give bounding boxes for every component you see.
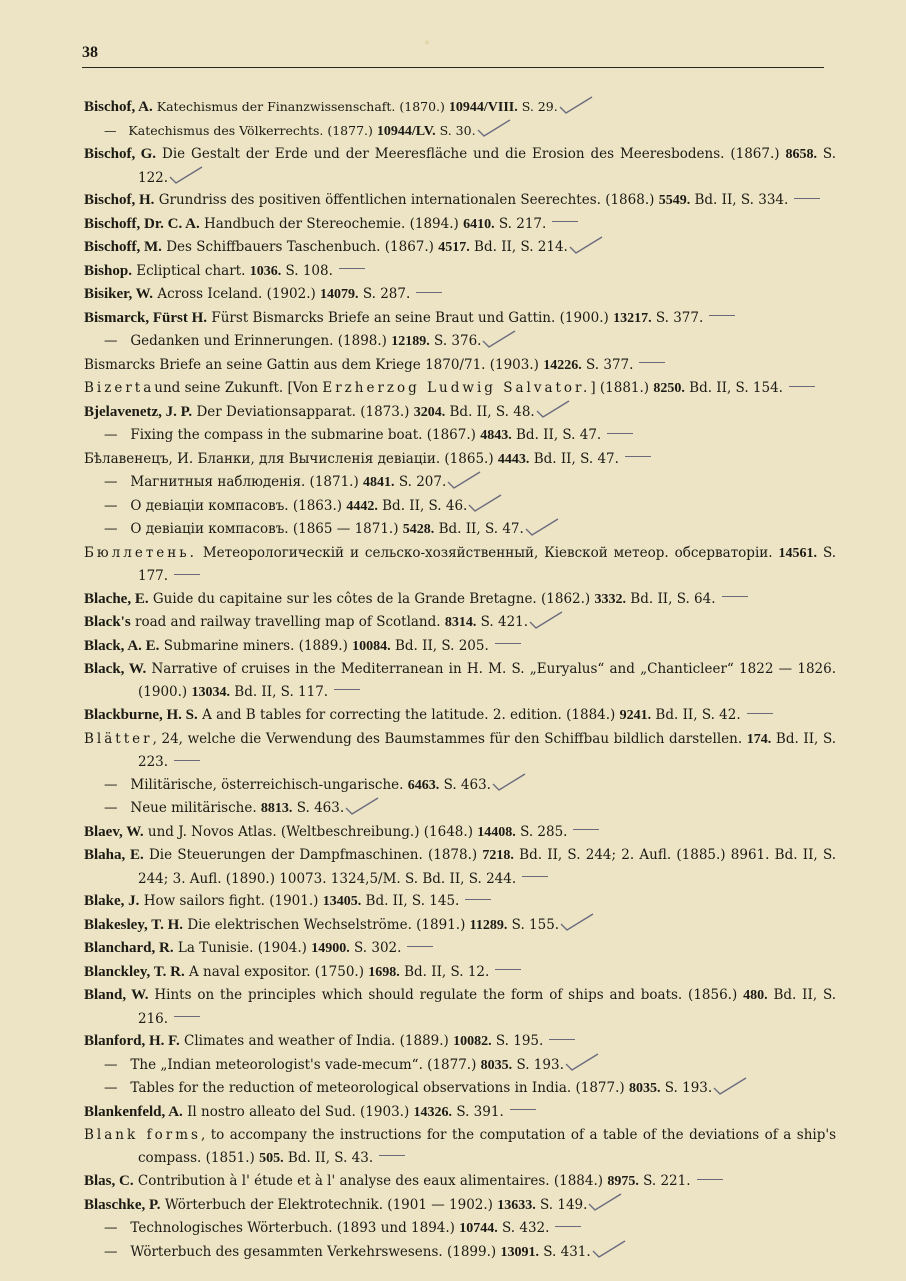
entry-page-ref: Bd. II, S. 334. — [694, 192, 789, 208]
page-number: 38 — [82, 44, 98, 61]
entry-shelf-number: 8658. — [785, 147, 817, 162]
entry-author: Bischof, H. — [84, 192, 155, 208]
entry-shelf-number: 5549. — [658, 193, 691, 208]
entry-author: Blake, J. — [84, 893, 140, 909]
catalog-entry — [84, 728, 836, 774]
checkmark-icon — [559, 918, 593, 932]
entry-title: Метеорологическій и сельско-хозяйственный, Кіевской метеор. обсерваторіи. — [202, 544, 773, 561]
dash-mark-icon — [516, 872, 550, 886]
entry-author: Bischof, G. — [84, 146, 157, 162]
entry-shelf-number: 10944/VIII. — [448, 100, 518, 115]
ditto-dash: — — [104, 521, 131, 537]
entry-shelf-number: 8314. — [444, 615, 477, 630]
entry-shelf-number: 13633. — [497, 1197, 536, 1213]
entry-shelf-number: 10084. — [352, 638, 391, 654]
dash-mark-icon — [489, 639, 523, 653]
catalog-subentry — [84, 424, 836, 448]
dash-mark-icon — [716, 592, 750, 606]
entry-author: Blaev, W. — [84, 823, 144, 840]
entry-page-ref: S. 431. — [543, 1243, 591, 1260]
dash-mark-icon — [459, 895, 493, 909]
entry-author: Blakesley, T. H. — [84, 916, 184, 933]
entry-title-rest: ] (1881.) — [590, 380, 650, 396]
entry-title: Technologisches Wörterbuch. (1893 und 1894.) — [130, 1220, 455, 1236]
entry-page-ref: Bd. II, S. 64. — [630, 590, 716, 607]
entry-page-ref: S. 193. — [516, 1056, 564, 1073]
entry-shelf-number: 4517. — [438, 240, 470, 255]
entry-title: Die Gestalt der Erde und der Meeresfläche und die Erosion des Meeresbodens. (1867.) — [162, 146, 780, 162]
entry-author: Bland, W. — [84, 987, 149, 1003]
entry-shelf-number: 6410. — [463, 216, 495, 232]
entry-title: Il nostro alleato del Sud. (1903.) — [187, 1103, 410, 1120]
catalog-entry — [84, 844, 836, 890]
entry-shelf-number: 10744. — [459, 1221, 498, 1236]
catalog-entry — [84, 1170, 836, 1194]
entry-shelf-number: 7218. — [482, 848, 514, 863]
dash-mark-icon — [373, 1151, 407, 1165]
checkmark-icon — [168, 171, 202, 185]
entry-page-ref: S. 217. — [498, 215, 547, 232]
entry-page-ref: Bd. II, S. 46. — [382, 497, 468, 514]
catalog-entry — [84, 890, 836, 914]
entry-page-ref: S. 377. — [586, 356, 634, 373]
entry-page-ref: S. 432. — [502, 1220, 550, 1236]
ditto-dash: — — [104, 800, 131, 816]
entry-page-ref: S. 285. — [520, 823, 568, 840]
entry-page-ref: Bd. II, S. 47. — [438, 521, 524, 537]
dash-mark-icon — [788, 194, 822, 208]
entry-page-ref: S. 30. — [439, 122, 476, 138]
entry-page-ref: S. 108. — [285, 262, 333, 279]
catalog-entry — [84, 260, 836, 284]
catalog-entry — [84, 1101, 836, 1125]
catalog-entry — [84, 984, 836, 1030]
catalog-entry — [84, 401, 836, 425]
entry-page-ref: Bd. II, S. 223. — [138, 730, 837, 770]
catalog-subentry — [84, 518, 836, 542]
entry-shelf-number: 8035. — [628, 1081, 661, 1096]
entry-shelf-number: 14408. — [477, 824, 516, 840]
entry-title: Des Schiffbauers Taschenbuch. (1867.) — [166, 239, 434, 255]
ink-spot: ◦ — [424, 38, 430, 49]
catalog-entry — [84, 821, 836, 845]
entry-author: Blackburne, H. S. — [84, 707, 198, 723]
entry-page-ref: Bd. II, S. 12. — [404, 963, 490, 980]
entry-shelf-number: 4843. — [480, 428, 512, 443]
checkmark-icon — [524, 523, 558, 537]
catalog-entry — [84, 354, 836, 378]
entry-author: Bischoff, M. — [84, 239, 162, 255]
ditto-dash: — — [104, 474, 131, 490]
entry-page-ref: S. 377. — [655, 309, 704, 326]
entry-author: Blanford, H. F. — [84, 1033, 180, 1049]
entry-title: Der Deviationsapparat. (1873.) — [196, 403, 410, 420]
entry-page-ref: Bd. II, S. 47. — [533, 450, 619, 467]
ditto-dash: — — [104, 122, 129, 138]
entry-page-ref: Bd. II, S. 154. — [689, 380, 783, 396]
entry-page-ref: S. 421. — [480, 614, 529, 630]
entry-title: A and B tables for correcting the latitude. 2. edition. (1884.) — [202, 707, 616, 723]
entry-author: Bismarck, Fürst H. — [84, 309, 208, 326]
entry-page-ref: S. 221. — [643, 1173, 691, 1189]
entry-author: Blankenfeld, A. — [84, 1103, 183, 1120]
entry-title: Neue militärische. — [130, 800, 257, 816]
checkmark-icon — [568, 241, 602, 255]
entry-title: Wörterbuch des gesammten Verkehrswesens. (1899.) — [130, 1243, 497, 1260]
checkmark-icon — [528, 616, 562, 630]
checkmark-icon — [712, 1082, 746, 1096]
dash-mark-icon — [691, 1175, 725, 1189]
entry-page-ref: Bd. II, S. 205. — [394, 637, 489, 654]
catalog-entry — [84, 937, 836, 961]
ditto-dash: — — [104, 776, 131, 793]
entry-title: Katechismus des Völkerrechts. (1877.) — [128, 122, 373, 138]
entry-author: Bisiker, W. — [84, 286, 154, 302]
entry-author: Bischoff, Dr. C. A. — [84, 215, 200, 232]
dash-mark-icon — [619, 452, 653, 466]
dash-mark-icon — [703, 311, 737, 325]
entry-title: Climates and weather of India. (1889.) — [184, 1033, 449, 1049]
checkmark-icon — [476, 124, 510, 138]
entry-page-ref: S. 193. — [664, 1080, 713, 1096]
entry-shelf-number: 13217. — [613, 310, 652, 326]
entry-author: Bjelavenetz, J. P. — [84, 403, 193, 420]
entry-shelf-number: 8813. — [260, 801, 293, 816]
ditto-dash: — — [104, 497, 131, 514]
catalog-entry — [84, 704, 836, 728]
catalog-entry — [84, 961, 836, 985]
entry-page-ref: Bd. II, S. 48. — [449, 403, 535, 420]
entry-title: The „Indian meteorologist's vade-mecum“. (1877.) — [130, 1056, 477, 1073]
entry-shelf-number: 13405. — [322, 894, 362, 909]
catalog-entry — [84, 588, 836, 612]
entry-author: Bischof, A. — [84, 99, 153, 115]
entry-shelf-number: 12189. — [391, 334, 430, 349]
entry-title: A naval expositor. (1750.) — [189, 963, 364, 980]
entry-author: Black, W. — [84, 661, 147, 677]
checkmark-icon — [446, 476, 480, 490]
entry-title: Fixing the compass in the submarine boat. (1867.) — [130, 427, 476, 443]
entry-title: Wörterbuch der Elektrotechnik. (1901 — 1902.) — [164, 1196, 493, 1213]
entry-page-ref: S. 302. — [354, 940, 402, 956]
ditto-dash: — — [104, 1080, 131, 1096]
catalog-entry — [84, 377, 836, 401]
catalog-subentry — [84, 471, 836, 495]
entry-shelf-number: 6463. — [407, 777, 440, 793]
entry-title: О девіаціи компасовъ. (1865 — 1871.) — [130, 521, 399, 537]
entry-page-ref: S. 122. — [138, 146, 836, 186]
catalog-entry — [84, 542, 836, 588]
catalog-entry — [84, 96, 836, 120]
entry-shelf-number: 4442. — [346, 498, 378, 514]
entry-author: Blaschke, P. — [84, 1196, 161, 1213]
header-rule — [82, 67, 824, 68]
entry-shelf-number: 14226. — [543, 357, 582, 373]
entry-page-ref: Bd. II, S. 244; 2. Aufl. (1885.) 8961. Bd. II, S. 244; 3. Aufl. (1890.) 10073. 1324,5/M. S. Bd. II, S. 244. — [138, 847, 837, 887]
dash-mark-icon — [504, 1105, 538, 1119]
entry-title: Bismarcks Briefe an seine Gattin aus dem Kriege 1870/71. (1903.) — [84, 356, 539, 373]
catalog-entry — [84, 307, 836, 331]
dash-mark-icon — [333, 264, 367, 278]
checkmark-icon — [535, 405, 569, 419]
catalog-entry — [84, 143, 836, 189]
entry-heading: Blätter — [84, 730, 153, 747]
entry-shelf-number: 3204. — [413, 404, 446, 420]
checkmark-icon — [481, 335, 515, 349]
ditto-dash: — — [104, 1243, 131, 1260]
dash-mark-icon — [168, 756, 202, 770]
checkmark-icon — [558, 101, 592, 115]
entry-title: Contribution à l' étude et à l' analyse des eaux alimentaires. (1884.) — [137, 1173, 604, 1189]
dash-mark-icon — [741, 709, 775, 723]
entry-title: , to accompany the instructions for the computation of a table of the deviations of a ship's compass. (1851.) — [138, 1127, 837, 1166]
dash-mark-icon — [546, 217, 580, 231]
entry-shelf-number: 174. — [746, 731, 772, 747]
entry-shelf-number: 480. — [743, 988, 768, 1003]
dash-mark-icon — [601, 429, 635, 443]
entry-list — [84, 96, 836, 1264]
entry-page-ref: S. 463. — [296, 800, 345, 816]
entry-title: Die Steuerungen der Dampfmaschinen. (1878.) — [148, 847, 478, 863]
entry-heading: Bizerta — [84, 380, 155, 396]
catalog-subentry — [84, 774, 836, 798]
dash-mark-icon — [543, 1035, 577, 1049]
dash-mark-icon — [168, 1012, 202, 1026]
dash-mark-icon — [633, 358, 667, 372]
entry-page-ref: Bd. II, S. 43. — [287, 1149, 374, 1166]
entry-author: Blanchard, R. — [84, 940, 174, 956]
entry-editor: Erzherzog Ludwig Salvator. — [322, 380, 591, 396]
catalog-subentry — [84, 1077, 836, 1101]
entry-page-ref: Bd. II, S. 216. — [138, 987, 837, 1027]
checkmark-icon — [491, 778, 525, 792]
dash-mark-icon — [567, 825, 601, 839]
entry-title: La Tunisie. (1904.) — [177, 940, 307, 956]
entry-author: Blaha, E. — [84, 847, 144, 863]
dash-mark-icon — [328, 685, 362, 699]
entry-title: Grundriss des positiven öffentlichen internationalen Seerechtes. (1868.) — [158, 192, 655, 208]
entry-shelf-number: 5428. — [402, 522, 435, 537]
entry-title: Die elektrischen Wechselströme. (1891.) — [187, 916, 466, 933]
entry-shelf-number: 11289. — [469, 917, 508, 933]
entry-shelf-number: 13034. — [191, 684, 230, 700]
entry-page-ref: Bd. II, S. 145. — [365, 893, 460, 909]
dash-mark-icon — [549, 1222, 583, 1236]
entry-shelf-number: 8035. — [480, 1057, 513, 1073]
entry-title: Hints on the principles which should regulate the form of ships and boats. (1856.) — [154, 987, 738, 1003]
catalog-entry — [84, 1030, 836, 1054]
entry-shelf-number: 10944/LV. — [376, 123, 436, 139]
entry-shelf-number: 4443. — [497, 451, 530, 467]
entry-page-ref: S. 463. — [443, 776, 491, 793]
entry-heading: Бюллетень. — [84, 544, 197, 561]
entry-title: Ecliptical chart. — [136, 262, 246, 279]
entry-shelf-number: 1698. — [368, 964, 400, 980]
catalog-subentry — [84, 330, 836, 354]
entry-title: und seine Zukunft. [Von — [154, 380, 319, 396]
entry-title: How sailors fight. (1901.) — [143, 893, 319, 909]
entry-title: , 24, welche die Verwendung des Baumstammes für den Schiffbau bildlich darstellen. — [152, 730, 743, 747]
catalog-subentry — [84, 797, 836, 821]
catalog-entry — [84, 213, 836, 237]
entry-shelf-number: 14079. — [320, 287, 359, 302]
entry-shelf-number: 4841. — [363, 475, 395, 490]
entry-title: Handbuch der Stereochemie. (1894.) — [204, 215, 459, 232]
dash-mark-icon — [410, 288, 444, 302]
entry-shelf-number: 9241. — [619, 708, 652, 723]
entry-title: und J. Novos Atlas. (Weltbeschreibung.) (1648.) — [147, 823, 473, 840]
entry-title: Tables for the reduction of meteorological observations in India. (1877.) — [130, 1080, 625, 1096]
ditto-dash: — — [104, 427, 131, 443]
entry-page-ref: Bd. II, S. 214. — [474, 239, 568, 255]
entry-author: Black, A. E. — [84, 637, 160, 654]
dash-mark-icon — [401, 942, 435, 956]
entry-author: Blas, C. — [84, 1173, 134, 1189]
catalog-entry — [84, 635, 836, 659]
catalog-subentry — [84, 1054, 836, 1078]
entry-shelf-number: 8975. — [607, 1174, 639, 1189]
entry-page-ref: S. 391. — [456, 1103, 504, 1120]
catalog-entry — [84, 914, 836, 938]
checkmark-icon — [344, 802, 378, 816]
entry-page-ref: S. 287. — [362, 286, 411, 302]
entry-page-ref: S. 29. — [521, 99, 558, 114]
entry-page-ref: S. 207. — [398, 474, 447, 490]
entry-page-ref: S. 376. — [434, 333, 482, 349]
checkmark-icon — [564, 1058, 598, 1072]
catalog-subentry — [84, 120, 836, 144]
entry-heading: Blank forms — [84, 1127, 201, 1143]
entry-page-ref: S. 195. — [495, 1033, 544, 1049]
catalog-subentry — [84, 1217, 836, 1241]
entry-shelf-number: 3332. — [594, 591, 626, 607]
entry-page-ref: Bd. II, S. 47. — [516, 427, 602, 443]
catalog-entry — [84, 1194, 836, 1218]
entry-author: Blanckley, T. R. — [84, 963, 185, 980]
dash-mark-icon — [489, 965, 523, 979]
entry-author: Blache, E. — [84, 590, 149, 607]
entry-author: Black's — [84, 614, 131, 630]
entry-page-ref: S. 149. — [540, 1196, 588, 1213]
entry-title: Narrative of cruises in the Mediterranean in H. M. S. „Euryalus“ and „Chanticleer“ 1822 — 1826. (1900.) — [138, 661, 837, 700]
entry-shelf-number: 14900. — [311, 941, 350, 956]
entry-page-ref: Bd. II, S. 42. — [655, 707, 741, 723]
entry-title: Gedanken und Erinnerungen. (1898.) — [130, 333, 387, 349]
catalog-entry — [84, 448, 836, 472]
dash-mark-icon — [783, 382, 817, 396]
catalog-entry — [84, 1124, 836, 1170]
entry-title: road and railway travelling map of Scotland. — [134, 614, 441, 630]
dash-mark-icon — [168, 570, 202, 584]
catalog-entry — [84, 189, 836, 213]
catalog-subentry — [84, 495, 836, 519]
entry-title: Across Iceland. (1902.) — [157, 286, 316, 302]
checkmark-icon — [591, 1245, 625, 1259]
entry-page-ref: Bd. II, S. 117. — [234, 683, 329, 700]
entry-title: Submarine miners. (1889.) — [163, 637, 348, 654]
checkmark-icon — [587, 1198, 621, 1212]
entry-shelf-number: 14326. — [413, 1104, 453, 1120]
entry-shelf-number: 13091. — [500, 1244, 539, 1260]
entry-title: Militärische, österreichisch-ungarische. — [130, 776, 404, 793]
entry-title: Katechismus der Finanzwissenschaft. (1870.) — [156, 99, 445, 114]
entry-page-ref: S. 155. — [511, 916, 560, 933]
entry-title: О девіаціи компасовъ. (1863.) — [130, 497, 343, 514]
catalog-subentry — [84, 1241, 836, 1265]
ditto-dash: — — [104, 333, 131, 349]
ditto-dash: — — [104, 1220, 131, 1236]
entry-author: Bishop. — [84, 262, 132, 279]
entry-title: Guide du capitaine sur les côtes de la Grande Bretagne. (1862.) — [152, 590, 591, 607]
catalog-entry — [84, 658, 836, 704]
entry-title: Бѣлавенецъ, И. Бланки, для Вычисленія девіаціи. (1865.) — [84, 450, 494, 467]
entry-shelf-number: 8250. — [653, 381, 685, 396]
catalog-entry — [84, 283, 836, 307]
entry-page-ref: S. 177. — [138, 544, 836, 584]
entry-title: Fürst Bismarcks Briefe an seine Braut und Gattin. (1900.) — [211, 309, 609, 326]
checkmark-icon — [467, 499, 501, 513]
entry-title: Магнитныя наблюденія. (1871.) — [130, 474, 359, 490]
entry-shelf-number: 14561. — [778, 545, 817, 561]
catalog-entry — [84, 611, 836, 635]
entry-shelf-number: 10082. — [453, 1034, 492, 1049]
catalog-entry — [84, 236, 836, 260]
ditto-dash: — — [104, 1056, 131, 1073]
entry-shelf-number: 505. — [259, 1150, 284, 1166]
entry-shelf-number: 1036. — [249, 263, 282, 279]
